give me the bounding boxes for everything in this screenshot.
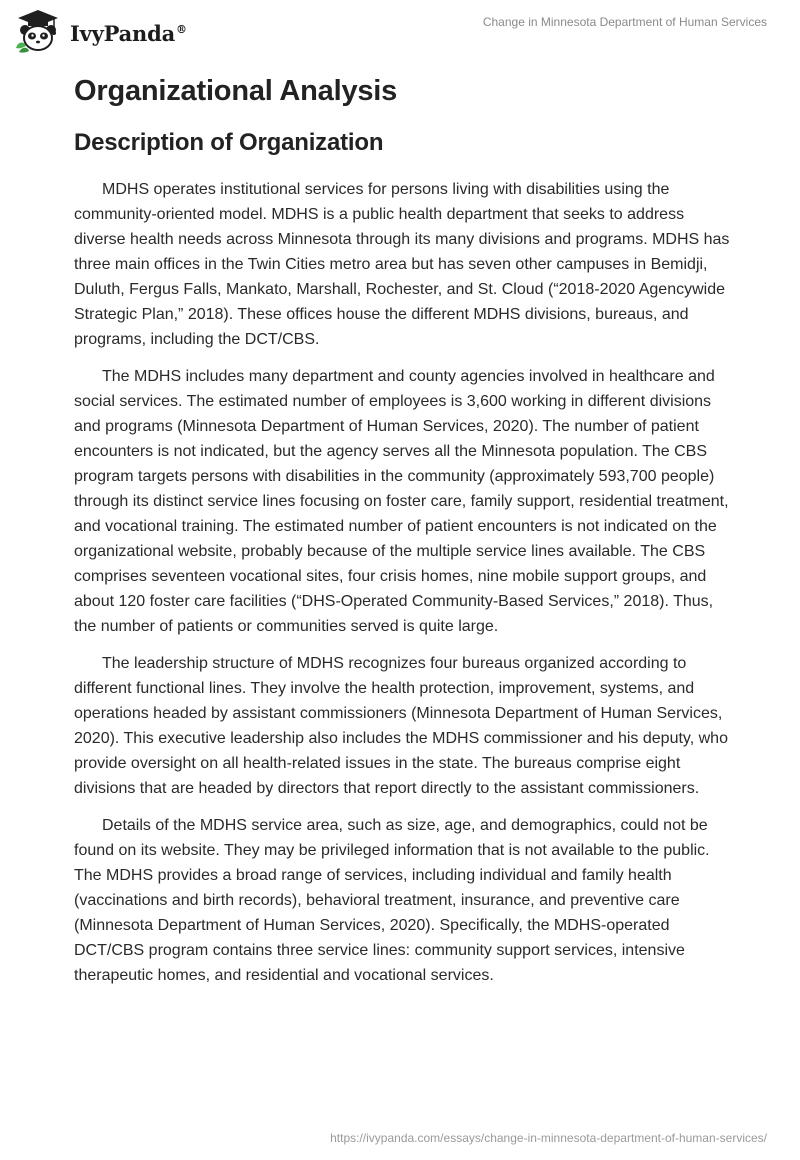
section-heading: Description of Organization (74, 129, 384, 156)
article-content (74, 70, 734, 988)
panda-graduate-icon (14, 8, 62, 54)
registered-mark: ® (176, 22, 187, 36)
paragraph: MDHS operates institutional services for persons living with disabilities using the community-oriented model. MDHS is a public health department that seeks to address diverse health needs across Minnesota through its many divisions and programs. MDHS has three main offices in the Twin Cities metro area but has seven other campuses in Bemidji, Duluth, Fergus Falls, Mankato, Marshall, Rochester, and St. Cloud (“2018-2020 Agencywide Strategic Plan,” 2018). These offices house the different MDHS divisions, bureaus, and programs, including the DCT/CBS. (74, 181, 730, 348)
paragraph: The leadership structure of MDHS recognizes four bureaus organized according to different functional lines. They involve the health protection, improvement, systems, and operations headed by assistant commissioners (Minnesota Department of Human Services, 2020). This executive leadership also includes the MDHS commissioner and his deputy, who provide oversight on all health-related issues in the state. The bureaus comprise eight divisions that are headed by directors that report directly to the assistant commissioners. (74, 655, 728, 797)
brand-logo[interactable] (14, 8, 187, 54)
page-title: Organizational Analysis (74, 75, 398, 107)
brand-name: IvyPanda® (70, 20, 187, 46)
paragraph: Details of the MDHS service area, such as size, age, and demographics, could not be found on its website. They may be privileged information that is not available to the public. The MDHS provides a broad range of services, including individual and family health (vaccinations and birth records), behavioral treatment, insurance, and preventive care (Minnesota Department of Human Services, 2020). Specifically, the MDHS-operated DCT/CBS program contains three service lines: community support services, intensive therapeutic homes, and residential and vocational services. (74, 817, 710, 984)
page-header (0, 0, 800, 62)
document-title: Change in Minnesota Department of Human Services (482, 15, 767, 29)
source-url[interactable]: https://ivypanda.com/essays/change-in-minnesota-department-of-human-services/ (330, 1131, 767, 1145)
paragraph: The MDHS includes many department and county agencies involved in healthcare and social services. The estimated number of employees is 3,600 working in different divisions and programs (Minnesota Department of Human Services, 2020). The number of patient encounters is not indicated, but the agency serves all the Minnesota population. The CBS program targets persons with disabilities in the community (approximately 593,700 people) through its distinct service lines focusing on foster care, family support, residential treatment, and vocational training. The estimated number of patient encounters is not indicated on the organizational website, probably because of the multiple service lines available. The CBS comprises seventeen vocational sites, four crisis homes, nine mobile support groups, and about 120 foster care facilities (“DHS-Operated Community-Based Services,” 2018). Thus, the number of patients or communities served is quite large. (74, 368, 729, 635)
